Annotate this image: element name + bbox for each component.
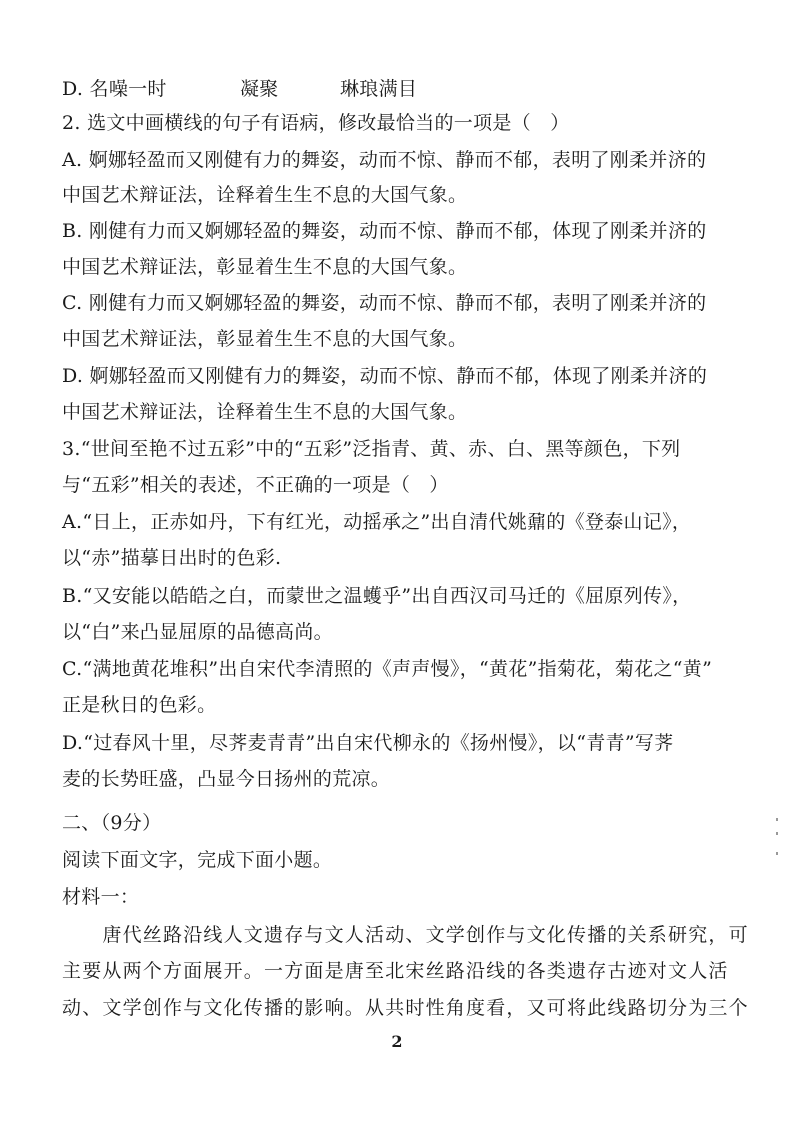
q3-option-b-line1: B.“又安能以皓皓之白，而蒙世之温蠖乎”出自西汉司马迁的《屈原列传》， (62, 585, 692, 607)
q3-option-d-line1: D.“过春风十里，尽荠麦青青”出自宋代柳永的《扬州慢》，以“青青”写荠 (62, 732, 674, 754)
section2-instruction: 阅读下面文字，完成下面小题。 (62, 849, 333, 871)
q2-option-c-line2: 中国艺术辩证法，彰显着生生不息的大国气象。 (62, 328, 468, 350)
q3-option-c-line2: 正是秋日的色彩。 (62, 694, 217, 716)
material-para-line3: 动、文学创作与文化传播的影响。从共时性角度看，又可将此线路切分为三个 (62, 997, 749, 1019)
q2-option-c-line1: C. 刚健有力而又婀娜轻盈的舞姿，动而不惊、静而不郁，表明了刚柔并济的 (62, 292, 707, 314)
q1-option-d-word2: 凝聚 (240, 78, 279, 100)
q1-option-d-word3: 琳琅满目 (340, 78, 418, 100)
q3-option-a-line1: A.“日上，正赤如丹，下有红光，动摇承之”出自清代姚鼐的《登泰山记》， (62, 511, 692, 533)
q2-stem: 2. 选文中画横线的句子有语病，修改最恰当的一项是（ ） (62, 112, 570, 134)
q2-option-d-line1: D. 婀娜轻盈而又刚健有力的舞姿，动而不惊、静而不郁，体现了刚柔并济的 (62, 365, 708, 387)
q2-option-b-line2: 中国艺术辩证法，彰显着生生不息的大国气象。 (62, 256, 468, 278)
material-para-line1: 唐代丝路沿线人文遗存与文人活动、文学创作与文化传播的关系研究，可 (62, 924, 749, 946)
q3-option-d-line2: 麦的长势旺盛，凸显今日扬州的荒凉。 (62, 768, 391, 790)
q1-option-d-word1: D. 名噪一时 (62, 78, 167, 100)
material-para-line2: 主要从两个方面展开。一方面是唐至北宋丝路沿线的各类遗存古迹对文人活 (62, 960, 729, 982)
scan-speck (776, 852, 778, 855)
scan-speck (776, 832, 778, 835)
material-label: 材料一： (62, 886, 140, 908)
section2-heading: 二、（9分） (62, 812, 162, 834)
q1-option-d (62, 76, 742, 102)
scan-speck (776, 818, 778, 821)
q2-option-b-line1: B. 刚健有力而又婀娜轻盈的舞姿，动而不惊、静而不郁，体现了刚柔并济的 (62, 220, 707, 242)
q2-option-a-line1: A. 婀娜轻盈而又刚健有力的舞姿，动而不惊、静而不郁，表明了刚柔并济的 (62, 149, 707, 171)
q3-option-a-line2: 以“赤”描摹日出时的色彩. (62, 547, 282, 569)
q3-option-b-line2: 以“白”来凸显屈原的品德高尚。 (62, 621, 333, 643)
q2-option-a-line2: 中国艺术辩证法，诠释着生生不息的大国气象。 (62, 184, 468, 206)
q2-option-d-line2: 中国艺术辩证法，诠释着生生不息的大国气象。 (62, 401, 468, 423)
q3-stem-line2: 与“五彩”相关的表述，不正确的一项是（ ） (62, 474, 449, 496)
page-number: 2 (391, 1032, 403, 1051)
q3-stem-line1: 3.“世间至艳不过五彩”中的“五彩”泛指青、黄、赤、白、黑等颜色，下列 (62, 438, 681, 460)
q3-option-c-line1: C.“满地黄花堆积”出自宋代李清照的《声声慢》，“黄花”指菊花，菊花之“黄” (62, 658, 713, 680)
